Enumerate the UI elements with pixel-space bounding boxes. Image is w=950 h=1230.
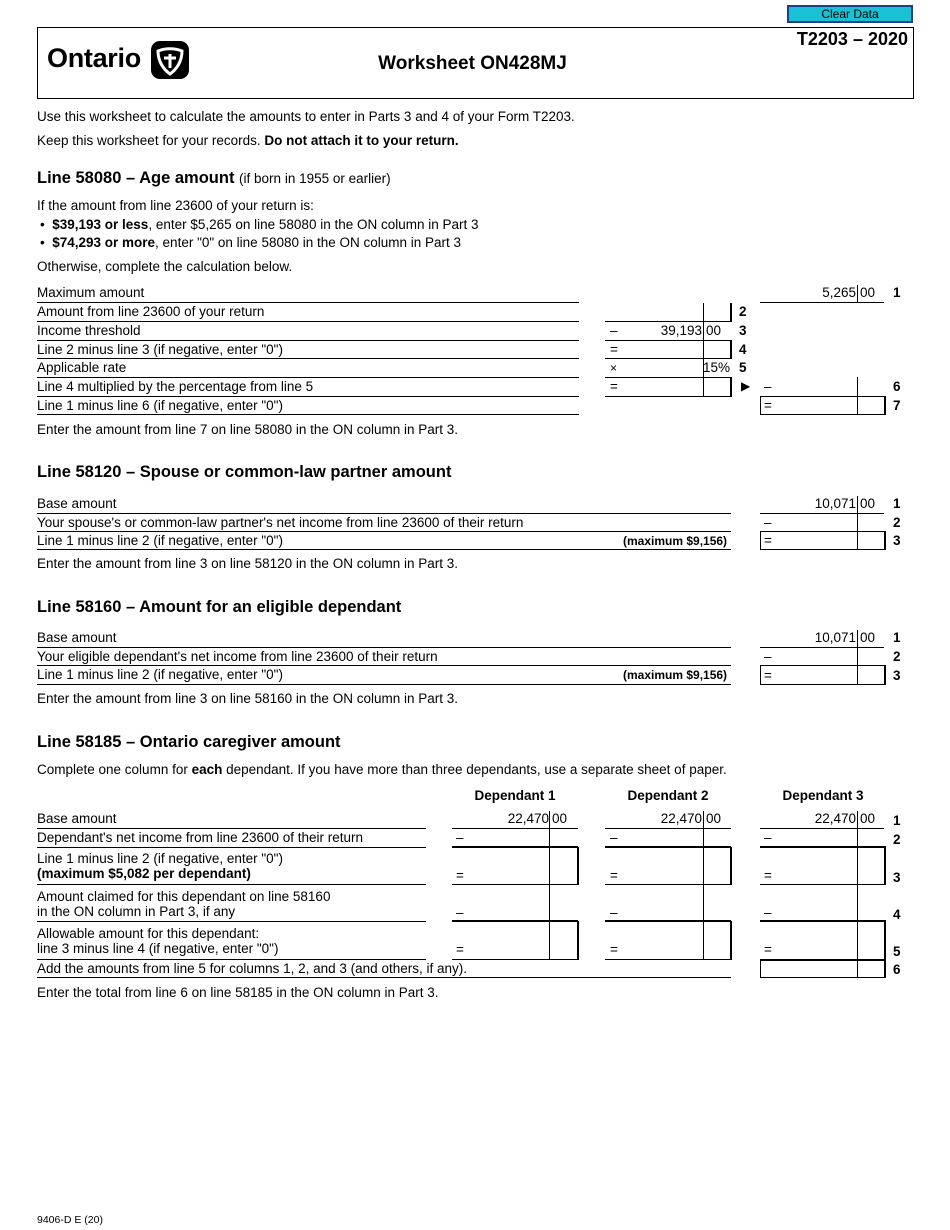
caregiver-total-box[interactable] (760, 959, 886, 978)
age-row-7-label: Line 1 minus line 6 (if negative, enter "0") (37, 398, 283, 413)
section-58160-heading: Line 58160 – Amount for an eligible dependant (37, 598, 402, 616)
age-bullet-2: • $74,293 or more, enter "0" on line 58080 in the ON column in Part 3 (40, 235, 462, 250)
caregiver-instructions: Complete one column for each dependant. If you have more than three dependants, use a separate sheet of paper. (37, 762, 727, 777)
intro-line-2: Keep this worksheet for your records. Do not attach it to your return. (37, 133, 459, 148)
spouse-line3-result-box[interactable] (760, 531, 886, 550)
age-line-num-3: 3 (739, 323, 747, 338)
age-line-num-4: 4 (739, 342, 747, 357)
age-line5-rate: 15% (703, 360, 731, 375)
age-row-6-label: Line 4 multiplied by the percentage from line 5 (37, 379, 314, 394)
caregiver-row-4-label-b: in the ON column in Part 3, if any (37, 904, 236, 919)
age-line3-minus: – (610, 323, 618, 338)
section-58120-heading: Line 58120 – Spouse or common-law partner amount (37, 463, 452, 481)
dependant-row-1-label: Base amount (37, 630, 117, 645)
caregiver-row-5-label-b: line 3 minus line 4 (if negative, enter "0") (37, 941, 279, 956)
arrow-right-icon: ▶ (741, 379, 751, 393)
age-line-num-2: 2 (739, 304, 747, 319)
caregiver-line-num-4: 4 (893, 907, 901, 922)
dependant-max-note: (maximum $9,156) (623, 668, 728, 682)
age-otherwise: Otherwise, complete the calculation below. (37, 259, 293, 274)
age-row-1-label: Maximum amount (37, 285, 145, 300)
dependant-line2-minus: – (764, 649, 772, 664)
dep2-line5-equals: = (610, 942, 618, 957)
age-row-5-label: Applicable rate (37, 360, 127, 375)
spouse-line1-dollars[interactable]: 10,071 (814, 496, 856, 511)
spouse-line2-minus: – (764, 515, 772, 530)
dependant-line1-dollars[interactable]: 10,071 (814, 630, 856, 645)
intro-line-1: Use this worksheet to calculate the amounts to enter in Parts 3 and 4 of your Form T2203. (37, 109, 575, 124)
caregiver-row-4-label-a: Amount claimed for this dependant on line 58160 (37, 889, 331, 904)
spouse-line-num-3: 3 (893, 533, 901, 548)
dep2-line4-minus: – (610, 905, 618, 920)
spouse-row-2-label: Your spouse's or common-law partner's net income from line 23600 of their return (37, 515, 524, 530)
section-58080-heading: Line 58080 – Age amount (if born in 1955 or earlier) (37, 169, 391, 187)
spouse-enter-note: Enter the amount from line 3 on line 58120 in the ON column in Part 3. (37, 556, 458, 571)
caregiver-line-num-2: 2 (893, 832, 901, 847)
dep1-line4-minus: – (456, 905, 464, 920)
caregiver-row-3-label-a: Line 1 minus line 2 (if negative, enter "0") (37, 851, 283, 866)
caregiver-row-5-label-a: Allowable amount for this dependant: (37, 926, 260, 941)
age-line1-cents[interactable]: 00 (860, 285, 876, 300)
dependant-line1-cents[interactable]: 00 (860, 630, 876, 645)
spouse-line-num-2: 2 (893, 515, 901, 530)
age-row-4-label: Line 2 minus line 3 (if negative, enter "0") (37, 342, 283, 357)
dep2-line3-equals: = (610, 868, 618, 883)
clear-data-button[interactable]: Clear Data (787, 5, 913, 23)
spouse-line1-cents[interactable]: 00 (860, 496, 876, 511)
caregiver-row-1-label: Base amount (37, 811, 117, 826)
dep2-base-dollars: 22,470 (660, 811, 702, 826)
dep3-base-dollars: 22,470 (814, 811, 856, 826)
age-enter-note: Enter the amount from line 7 on line 58080 in the ON column in Part 3. (37, 422, 458, 437)
dep1-base-cents: 00 (552, 811, 568, 826)
age-line5-times: × (610, 361, 618, 375)
dependant-enter-note: Enter the amount from line 3 on line 58160 in the ON column in Part 3. (37, 691, 458, 706)
dep3-line5-equals: = (764, 942, 772, 957)
column-header-dependant-2: Dependant 2 (627, 788, 709, 803)
spouse-line3-equals: = (764, 533, 772, 548)
dependant-line3-equals: = (764, 668, 772, 683)
dep3-line2-minus: – (764, 830, 772, 845)
worksheet-title: Worksheet ON428MJ (378, 53, 567, 74)
dependant-line-num-1: 1 (893, 630, 901, 645)
section-58185-heading: Line 58185 – Ontario caregiver amount (37, 733, 341, 751)
dependant-line3-result-box[interactable] (760, 665, 886, 685)
caregiver-enter-note: Enter the total from line 6 on line 58185 in the ON column in Part 3. (37, 985, 439, 1000)
caregiver-line-num-6: 6 (893, 962, 901, 977)
ontario-trillium-logo-icon (151, 41, 189, 79)
dependant-row-3-label: Line 1 minus line 2 (if negative, enter "0") (37, 667, 283, 682)
age-line7-result-box[interactable] (760, 396, 886, 415)
dep3-line4-minus: – (764, 905, 772, 920)
form-id: T2203 – 2020 (796, 29, 908, 49)
dependant-row-2-label: Your eligible dependant's net income from line 23600 of their return (37, 649, 438, 664)
dep1-line2-minus: – (456, 830, 464, 845)
column-header-dependant-1: Dependant 1 (474, 788, 556, 803)
age-line-num-5: 5 (739, 360, 747, 375)
age-row-2-label: Amount from line 23600 of your return (37, 304, 265, 319)
age-bullet-1: • $39,193 or less, enter $5,265 on line 58080 in the ON column in Part 3 (40, 217, 479, 232)
dep2-base-cents: 00 (706, 811, 722, 826)
age-line-num-1: 1 (893, 285, 901, 300)
age-line3-dollars: 39,193 (660, 323, 702, 338)
dep1-line5-equals: = (456, 942, 464, 957)
age-line4-equals: = (610, 342, 618, 357)
caregiver-row-6-label: Add the amounts from line 5 for columns 1, 2, and 3 (and others, if any). (37, 961, 467, 976)
dependant-line-num-3: 3 (893, 668, 901, 683)
caregiver-line-num-1: 1 (893, 813, 901, 828)
dep3-base-cents: 00 (860, 811, 876, 826)
age-row-3-label: Income threshold (37, 323, 141, 338)
dep2-line2-minus: – (610, 830, 618, 845)
ontario-logo-text: Ontario (47, 43, 141, 73)
column-header-dependant-3: Dependant 3 (782, 788, 864, 803)
age-line3-cents: 00 (706, 323, 722, 338)
spouse-row-3-label: Line 1 minus line 2 (if negative, enter "0") (37, 533, 283, 548)
form-code: 9406-D E (20) (37, 1214, 103, 1226)
age-line1-dollars[interactable]: 5,265 (822, 285, 856, 300)
caregiver-row-3-label-b: (maximum $5,082 per dependant) (37, 866, 251, 881)
dep1-base-dollars: 22,470 (507, 811, 549, 826)
caregiver-line-num-3: 3 (893, 870, 901, 885)
age-line7-equals: = (764, 398, 772, 413)
dep3-line3-equals: = (764, 868, 772, 883)
caregiver-line-num-5: 5 (893, 944, 901, 959)
age-line6-minus: – (764, 379, 772, 394)
dep1-line3-equals: = (456, 868, 464, 883)
age-line-num-6: 6 (893, 379, 901, 394)
age-line6-equals: = (610, 379, 618, 394)
caregiver-row-2-label: Dependant's net income from line 23600 of their return (37, 830, 364, 845)
age-if-text: If the amount from line 23600 of your return is: (37, 198, 314, 213)
spouse-line-num-1: 1 (893, 496, 901, 511)
dependant-line-num-2: 2 (893, 649, 901, 664)
spouse-row-1-label: Base amount (37, 496, 117, 511)
spouse-max-note: (maximum $9,156) (623, 534, 728, 548)
age-line-num-7: 7 (893, 398, 901, 413)
